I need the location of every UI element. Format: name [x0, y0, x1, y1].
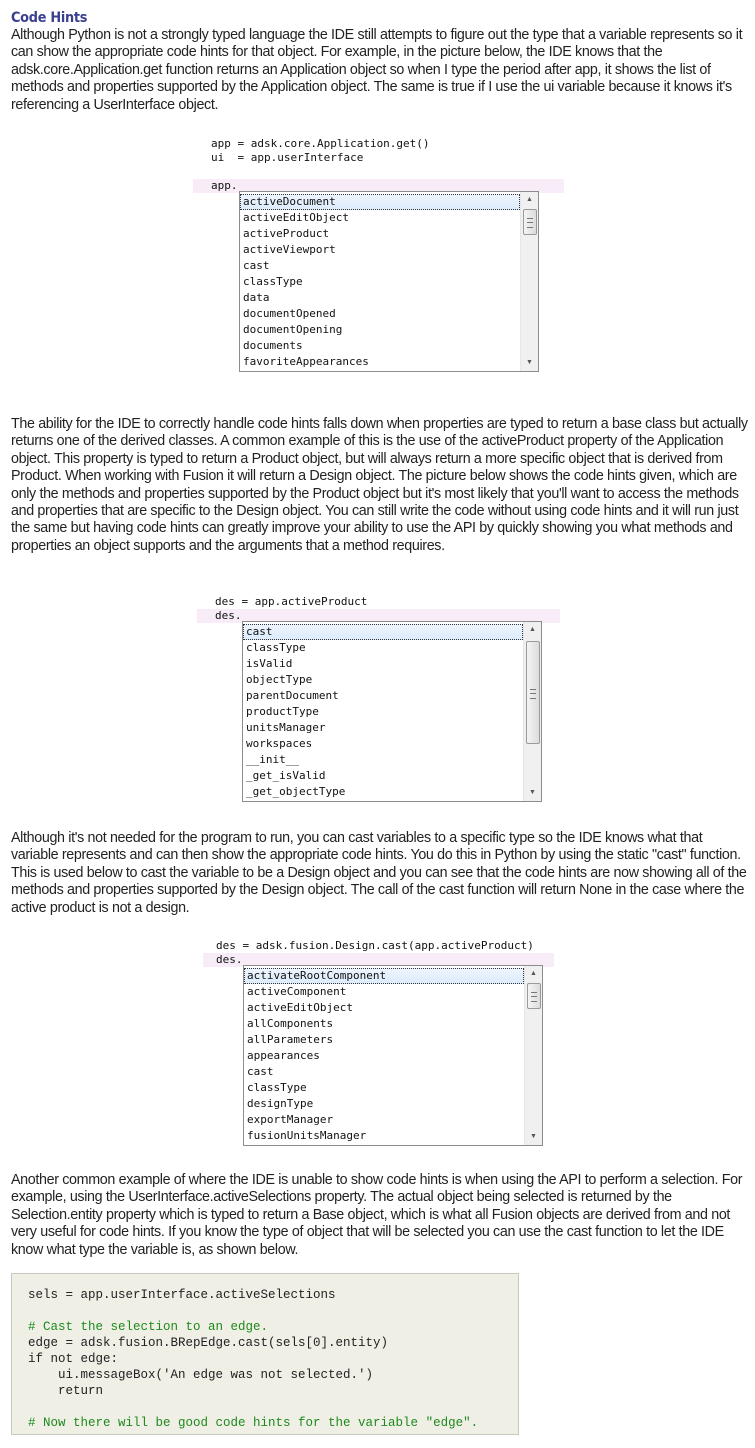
scroll-down-arrow-icon[interactable]: ▼: [530, 1133, 537, 1140]
grip-icon: [531, 992, 537, 1002]
hint-item[interactable]: isValid: [246, 657, 293, 670]
hint-item[interactable]: appearances: [247, 1049, 320, 1062]
hint-item[interactable]: classType: [246, 641, 306, 654]
hint-item[interactable]: allParameters: [247, 1033, 334, 1046]
cast-paragraph: Although it's not needed for the program to run, you can cast variables to a specific type so the IDE knows what that variable represents and can then show the appropriate code hints. You do this in Python by using the static "cast" function. This is used below to cast the variable to be a Design object and you can see that the code hints are now showing all of the methods and properties supported by the Design object. The call of the cast function will return None in the case where the active product is not a design.: [11, 830, 747, 916]
scrollbar-thumb[interactable]: [526, 641, 540, 744]
code-line: des = app.activeProduct: [215, 595, 368, 608]
hint-item[interactable]: exportManager: [247, 1113, 334, 1126]
current-line: app.: [211, 179, 238, 192]
hint-item-selected[interactable]: cast: [243, 624, 523, 640]
code-line: app = adsk.core.Application.get(): [211, 137, 430, 150]
hint-item[interactable]: productType: [246, 705, 319, 718]
code-line: if not edge:: [28, 1352, 119, 1366]
hint-item[interactable]: classType: [243, 275, 303, 288]
page-title: Code Hints: [11, 10, 88, 26]
hint-item[interactable]: workspaces: [246, 737, 313, 750]
hint-item-selected[interactable]: activeDocument: [240, 194, 520, 210]
hint-item[interactable]: __init__: [246, 753, 299, 766]
hint-item[interactable]: classType: [247, 1081, 307, 1094]
hint-item[interactable]: parentDocument: [246, 689, 339, 702]
scroll-down-arrow-icon[interactable]: ▼: [526, 359, 533, 366]
scroll-down-arrow-icon[interactable]: ▼: [529, 789, 536, 796]
hint-item[interactable]: documents: [243, 339, 303, 352]
hint-item[interactable]: activeEditObject: [243, 211, 349, 224]
hint-item[interactable]: data: [243, 291, 270, 304]
hint-item[interactable]: documentOpening: [243, 323, 343, 336]
grip-icon: [530, 689, 536, 699]
hint-item[interactable]: cast: [247, 1065, 274, 1078]
scrollbar[interactable]: [520, 192, 538, 371]
hint-item[interactable]: allComponents: [247, 1017, 334, 1030]
code-example-block: [11, 1273, 519, 1435]
hint-item[interactable]: cast: [243, 259, 270, 272]
code-hints-listbox[interactable]: [239, 191, 539, 372]
hint-item[interactable]: designType: [247, 1097, 314, 1110]
scroll-up-arrow-icon[interactable]: ▲: [526, 196, 533, 203]
current-line: des.: [215, 609, 242, 622]
scrollbar-thumb[interactable]: [527, 983, 541, 1009]
hint-item[interactable]: documentOpened: [243, 307, 336, 320]
scroll-up-arrow-icon[interactable]: ▲: [530, 970, 537, 977]
base-class-paragraph: The ability for the IDE to correctly handle code hints falls down when properties are typed to return a base class but actually returns one of the derived classes. A common example of this is the use of the activeProduct property of the Application object. This property is typed to return a Product object, but will always return a more specific object that is derived from Product. When working with Fusion it will return a Design object. The picture below shows the code hints given, which are only the methods and properties supported by the Product object but it's most likely that you'll want to access the methods and properties that are specific to the Design object. You can still write the code without using code hints and it will run just the same but having code hints can greatly improve your ability to use the API by quickly showing you what methods and properties an object supports and the arguments that a method requires.: [11, 416, 748, 554]
intro-paragraph: Although Python is not a strongly typed language the IDE still attempts to figure out the type that a variable represents so it can show the appropriate code hints for that object. For example, in the picture below, the IDE knows that the adsk.core.Application.get function returns an Application object so when I type the period after app, it shows the list of methods and properties supported by the Application object. The same is true if I use the ui variable because it knows it's referencing a UserInterface object.: [11, 27, 743, 113]
hint-item[interactable]: objectType: [246, 673, 313, 686]
code-comment: # Now there will be good code hints for the variable "edge".: [28, 1416, 479, 1430]
current-line: des.: [216, 953, 243, 966]
hint-item-selected[interactable]: activateRootComponent: [244, 968, 524, 984]
selection-paragraph: Another common example of where the IDE is unable to show code hints is when using the API to perform a selection. For example, using the UserInterface.activeSelections property. The actual object being selected is returned by the Selection.entity property which is typed to return a Base object, which is what all Fusion objects are derived from and not very useful for code hints. If you know the type of object that will be selected you can use the cast function to let the IDE know what type the variable is, as shown below.: [11, 1172, 743, 1258]
scroll-up-arrow-icon[interactable]: ▲: [529, 626, 536, 633]
hint-item[interactable]: _get_isValid: [246, 769, 326, 782]
grip-icon: [527, 218, 533, 228]
hint-item[interactable]: activeViewport: [243, 243, 336, 256]
hint-item[interactable]: fusionUnitsManager: [247, 1129, 367, 1142]
hint-item[interactable]: activeComponent: [247, 985, 347, 998]
code-line: return: [28, 1384, 104, 1398]
scrollbar[interactable]: [524, 966, 542, 1145]
hint-item[interactable]: activeProduct: [243, 227, 330, 240]
hint-item[interactable]: favoriteAppearances: [243, 355, 369, 368]
code-line: edge = adsk.fusion.BRepEdge.cast(sels[0].entity): [28, 1336, 389, 1350]
hint-item[interactable]: activeEditObject: [247, 1001, 353, 1014]
hint-item[interactable]: _get_objectType: [246, 785, 346, 798]
code-hints-listbox[interactable]: [242, 621, 542, 802]
code-line: sels = app.userInterface.activeSelections: [28, 1288, 336, 1302]
code-line: des = adsk.fusion.Design.cast(app.activeProduct): [216, 939, 534, 952]
hint-item[interactable]: unitsManager: [246, 721, 326, 734]
code-hints-listbox[interactable]: [243, 965, 543, 1146]
scrollbar-thumb[interactable]: [523, 209, 537, 235]
code-line: ui = app.userInterface: [211, 151, 364, 164]
scrollbar[interactable]: [523, 622, 541, 801]
code-comment: # Cast the selection to an edge.: [28, 1320, 269, 1334]
code-line: ui.messageBox('An edge was not selected.'): [28, 1368, 374, 1382]
